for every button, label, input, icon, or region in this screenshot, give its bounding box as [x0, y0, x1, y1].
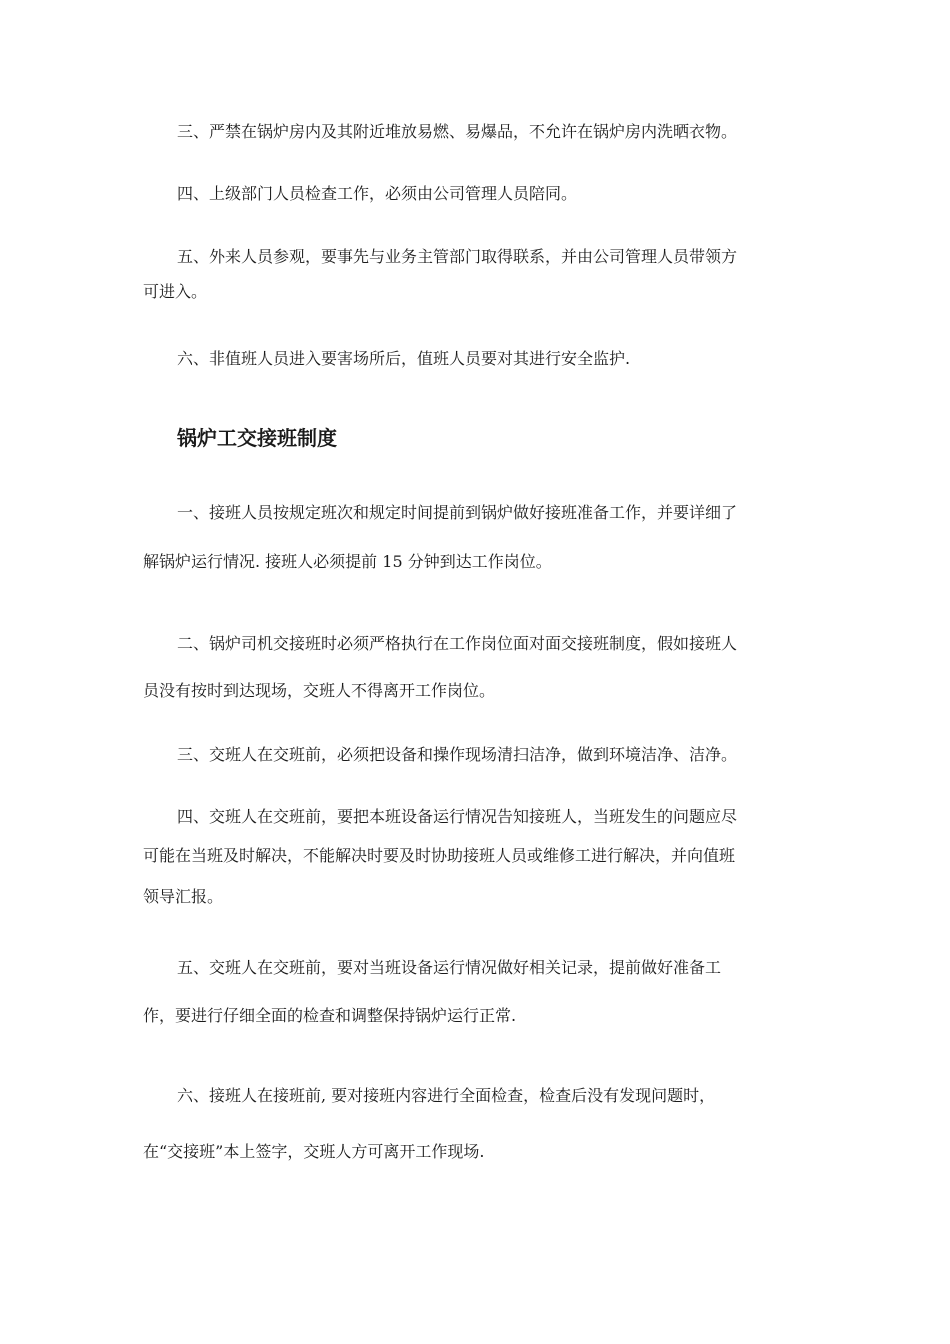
text-line: 可进入。: [143, 282, 208, 301]
text-line: 六、接班人在接班前, 要对接班内容进行全面检查，检查后没有发现问题时，: [177, 1086, 716, 1105]
text-line: 四、交班人在交班前，要把本班设备运行情况告知接班人，当班发生的问题应尽: [177, 807, 738, 826]
text-line: 四、上级部门人员检查工作，必须由公司管理人员陪同。: [177, 184, 578, 203]
text-line: 在“交接班”本上签字，交班人方可离开工作现场.: [143, 1142, 485, 1161]
text-line: 三、严禁在锅炉房内及其附近堆放易燃、易爆品，不允许在锅炉房内洗晒衣物。: [177, 122, 738, 141]
text-line: 一、接班人员按规定班次和规定时间提前到锅炉做好接班准备工作，并要详细了: [177, 503, 738, 522]
text-line: 五、交班人在交班前，要对当班设备运行情况做好相关记录，提前做好准备工: [177, 958, 722, 977]
text-line: 二、锅炉司机交接班时必须严格执行在工作岗位面对面交接班制度，假如接班人: [177, 634, 738, 653]
section-heading: 锅炉工交接班制度: [177, 426, 337, 450]
text-line: 可能在当班及时解决，不能解决时要及时协助接班人员或维修工进行解决，并向值班: [143, 846, 736, 865]
text-line: 员没有按时到达现场，交班人不得离开工作岗位。: [143, 681, 496, 700]
text-line: 作，要进行仔细全面的检查和调整保持锅炉运行正常.: [143, 1006, 517, 1025]
text-line: 解锅炉运行情况. 接班人必须提前 15 分钟到达工作岗位。: [143, 552, 552, 571]
text-line: 五、外来人员参观，要事先与业务主管部门取得联系，并由公司管理人员带领方: [177, 247, 738, 266]
text-line: 领导汇报。: [143, 887, 224, 906]
text-line: 三、交班人在交班前，必须把设备和操作现场清扫洁净，做到环境洁净、洁净。: [177, 745, 738, 764]
text-line: 六、非值班人员进入要害场所后，值班人员要对其进行安全监护.: [177, 349, 631, 368]
